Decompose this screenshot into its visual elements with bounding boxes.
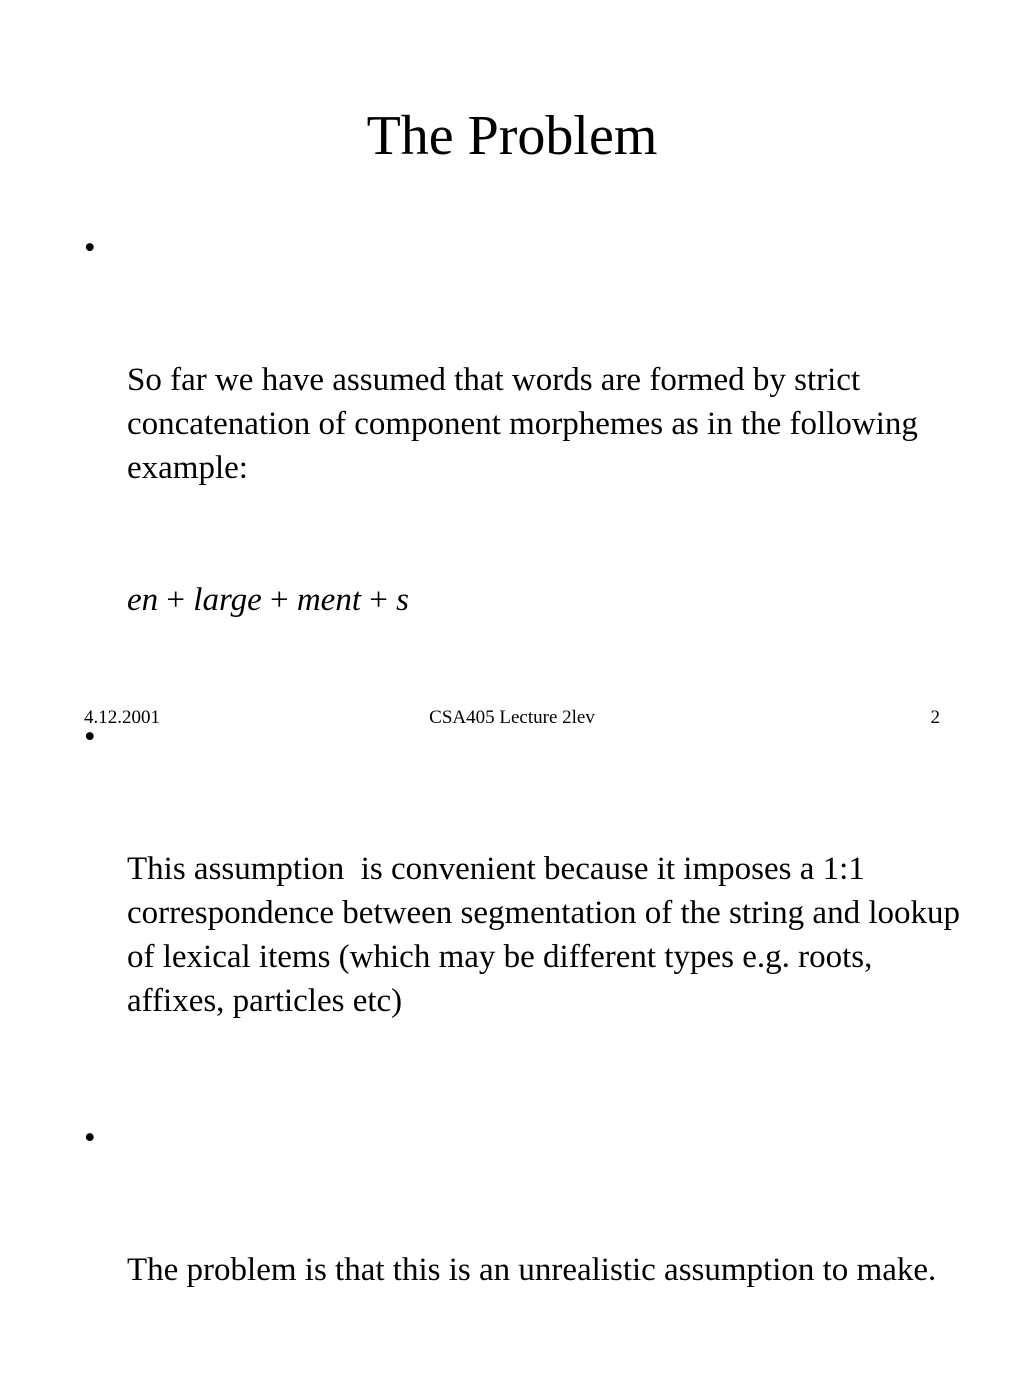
footer-course: CSA405 Lecture 2lev [429,707,595,728]
plus-separator: + [261,582,297,618]
bullet-item-1 [84,226,964,710]
bullet-icon: • [84,230,96,266]
slide-title: The Problem [366,105,658,167]
bullet-text-3: The problem is that this is an unrealistic assumption to make. [127,1252,937,1288]
bullet-item-2 [84,715,969,1111]
plus-separator: + [158,582,194,618]
page-number: 2 [930,707,940,728]
bullet-list [84,226,969,1385]
plus-separator: + [361,582,397,618]
footer-date: 4.12.2001 [84,707,160,728]
bullet-text-2: This assumption is convenient because it imposes a 1:1 correspondence between segmentation of the string and lookup of lexical items (which may be different types e.g. roots, affixes, particles etc) [127,851,969,1019]
morpheme-example [127,578,964,622]
morpheme-s: s [396,582,409,618]
morpheme-large: large [193,582,262,618]
bullet-text-1: So far we have assumed that words are formed by strict concatenation of component morphemes as in the following example: [127,362,927,486]
morpheme-ment: ment [296,582,361,618]
bullet-icon: • [84,719,96,755]
bullet-item-3 [84,1116,964,1380]
bullet-icon: • [84,1120,96,1156]
morpheme-en: en [127,582,159,618]
